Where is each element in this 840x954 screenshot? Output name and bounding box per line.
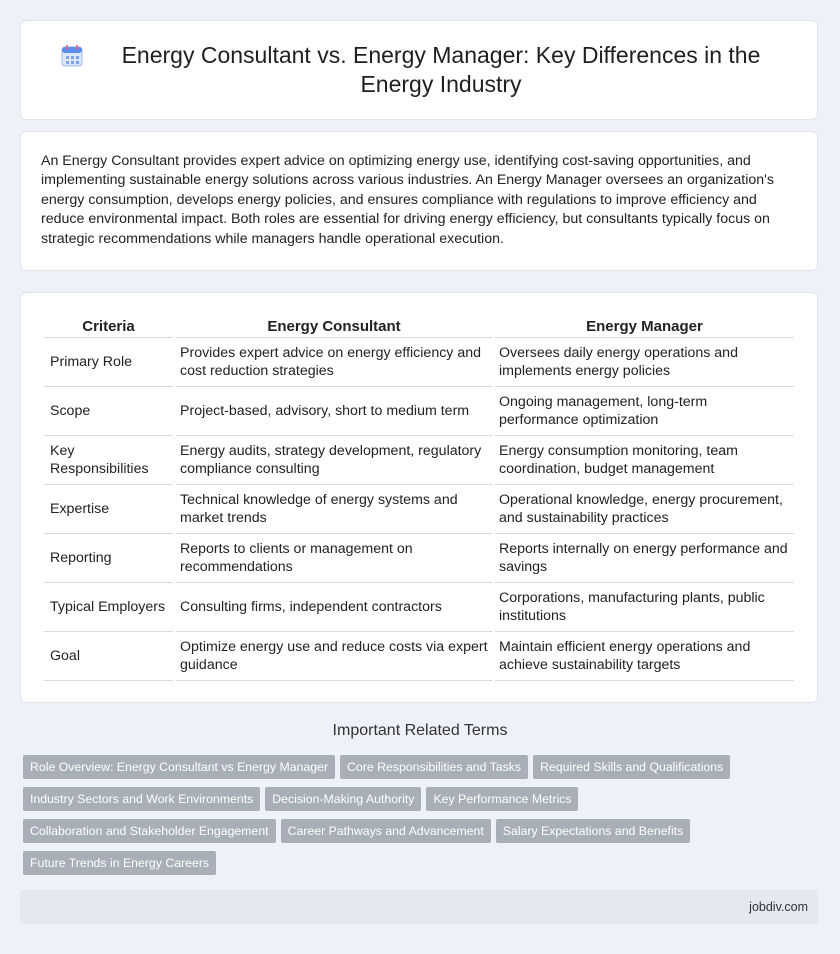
related-term-tag[interactable]: Career Pathways and Advancement: [281, 819, 491, 843]
related-term-tag[interactable]: Salary Expectations and Benefits: [496, 819, 690, 843]
related-term-tag[interactable]: Required Skills and Qualifications: [533, 755, 730, 779]
related-term-tag[interactable]: Core Responsibilities and Tasks: [340, 755, 528, 779]
criteria-cell: Typical Employers: [44, 583, 173, 632]
table-row: [44, 583, 794, 632]
intro-paragraph: An Energy Consultant provides expert advice on optimizing energy use, identifying cost-saving opportunities, and implementing sustainable energy solutions across various industries. An Energy Manager oversees an organization's energy consumption, develops energy policies, and ensures compliance with regulations to improve efficiency and reduce environmental impact. Both roles are essential for driving energy efficiency, but consultants typically focus on strategic recommendations while managers handle operational execution.: [41, 153, 774, 247]
footer: [20, 890, 818, 924]
related-term-tag[interactable]: Collaboration and Stakeholder Engagement: [23, 819, 276, 843]
criteria-cell: Primary Role: [44, 338, 173, 387]
related-term-tag[interactable]: Decision-Making Authority: [265, 787, 421, 811]
table-row: [44, 436, 794, 485]
manager-cell: Maintain efficient energy operations and achieve sustainability targets: [495, 632, 794, 681]
consultant-cell: Reports to clients or management on recommendations: [176, 534, 492, 583]
consultant-cell: Provides expert advice on energy efficiency and cost reduction strategies: [176, 338, 492, 387]
criteria-cell: Key Responsibilities: [44, 436, 173, 485]
related-term-tag[interactable]: Future Trends in Energy Careers: [23, 851, 216, 875]
criteria-cell: Reporting: [44, 534, 173, 583]
related-term-tag[interactable]: Key Performance Metrics: [426, 787, 578, 811]
intro-card: [20, 131, 818, 271]
consultant-cell: Consulting firms, independent contractors: [176, 583, 492, 632]
criteria-cell: Expertise: [44, 485, 173, 534]
manager-cell: Oversees daily energy operations and implements energy policies: [495, 338, 794, 387]
manager-cell: Reports internally on energy performance and savings: [495, 534, 794, 583]
criteria-cell: Goal: [44, 632, 173, 681]
consultant-cell: Optimize energy use and reduce costs via expert guidance: [176, 632, 492, 681]
table-row: [44, 338, 794, 387]
table-row: [44, 387, 794, 436]
related-terms-heading: Important Related Terms: [332, 722, 508, 739]
title-card: [20, 20, 818, 120]
related-term-tag[interactable]: Role Overview: Energy Consultant vs Energy Manager: [23, 755, 335, 779]
table-row: [44, 485, 794, 534]
table-header-row: [44, 313, 794, 338]
column-header-consultant: Energy Consultant: [176, 313, 492, 338]
criteria-cell: Scope: [44, 387, 173, 436]
consultant-cell: Project-based, advisory, short to medium term: [176, 387, 492, 436]
table-row: [44, 534, 794, 583]
manager-cell: Energy consumption monitoring, team coordination, budget management: [495, 436, 794, 485]
comparison-table: [41, 313, 797, 681]
manager-cell: Operational knowledge, energy procurement, and sustainability practices: [495, 485, 794, 534]
manager-cell: Corporations, manufacturing plants, public institutions: [495, 583, 794, 632]
related-term-tag[interactable]: Industry Sectors and Work Environments: [23, 787, 260, 811]
consultant-cell: Technical knowledge of energy systems and market trends: [176, 485, 492, 534]
page-title: Energy Consultant vs. Energy Manager: Key Differences in the Energy Industry: [121, 42, 761, 97]
footer-site-link[interactable]: jobdiv.com: [749, 900, 808, 914]
manager-cell: Ongoing management, long-term performance optimization: [495, 387, 794, 436]
consultant-cell: Energy audits, strategy development, regulatory compliance consulting: [176, 436, 492, 485]
calendar-icon: [59, 43, 85, 69]
title-wrap: [59, 41, 779, 99]
column-header-criteria: Criteria: [44, 313, 173, 338]
column-header-manager: Energy Manager: [495, 313, 794, 338]
related-terms-list: [23, 755, 813, 883]
comparison-card: [20, 292, 818, 703]
table-row: [44, 632, 794, 681]
